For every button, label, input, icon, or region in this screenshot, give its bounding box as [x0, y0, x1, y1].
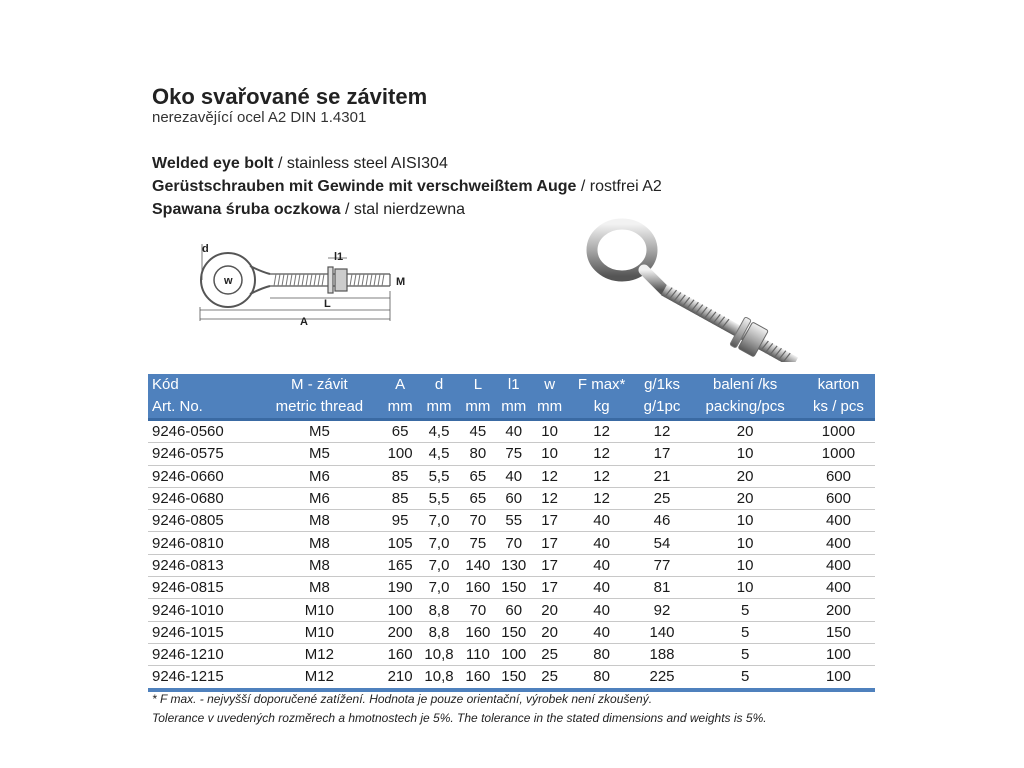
column-header: w [532, 374, 568, 396]
column-header: g/1ks [636, 374, 689, 396]
table-cell: 600 [802, 465, 875, 487]
table-cell: M6 [257, 487, 383, 509]
table-cell: 9246-0815 [148, 577, 257, 599]
column-header: ks / pcs [802, 396, 875, 420]
label-m: M [396, 276, 406, 288]
table-cell: 20 [688, 487, 802, 509]
table-cell: 225 [636, 666, 689, 690]
name-en: Welded eye bolt / stainless steel AISI304 [152, 155, 448, 172]
table-cell: 400 [802, 554, 875, 576]
table-cell: M8 [257, 532, 383, 554]
column-header: kg [568, 396, 636, 420]
table-cell: 85 [382, 465, 418, 487]
table-cell: 12 [568, 487, 636, 509]
table-cell: 10 [688, 577, 802, 599]
column-header: balení /ks [688, 374, 802, 396]
table-cell: 9246-0813 [148, 554, 257, 576]
label-l1: l1 [334, 251, 344, 263]
column-header: mm [496, 396, 532, 420]
table-cell: 9246-0575 [148, 443, 257, 465]
column-header: packing/pcs [688, 396, 802, 420]
table-cell: 12 [532, 465, 568, 487]
table-cell: 210 [382, 666, 418, 690]
table-cell: 100 [802, 666, 875, 690]
table-cell: 21 [636, 465, 689, 487]
table-cell: 140 [460, 554, 496, 576]
table-cell: 12 [636, 420, 689, 443]
table-cell: 54 [636, 532, 689, 554]
table-cell: 7,0 [418, 532, 460, 554]
table-cell: 17 [532, 532, 568, 554]
table-cell: 8,8 [418, 599, 460, 621]
table-cell: 55 [496, 510, 532, 532]
table-cell: M5 [257, 443, 383, 465]
table-cell: 5 [688, 643, 802, 665]
table-cell: 70 [460, 510, 496, 532]
specs-table [148, 374, 875, 692]
table-cell: 100 [382, 443, 418, 465]
table-cell: 140 [636, 621, 689, 643]
table-cell: 81 [636, 577, 689, 599]
table-cell: 100 [496, 643, 532, 665]
column-header: mm [382, 396, 418, 420]
table-cell: 92 [636, 599, 689, 621]
table-cell: 40 [568, 577, 636, 599]
table-row [148, 643, 875, 665]
table-cell: 105 [382, 532, 418, 554]
table-cell: 190 [382, 577, 418, 599]
table-cell: 10 [532, 443, 568, 465]
product-title: Oko svařované se závitem [152, 84, 428, 109]
table-cell: 80 [460, 443, 496, 465]
table-cell: 12 [568, 465, 636, 487]
table-body [148, 420, 875, 690]
table-row [148, 577, 875, 599]
table-cell: 1000 [802, 443, 875, 465]
table-cell: 9246-1215 [148, 666, 257, 690]
table-cell: 25 [636, 487, 689, 509]
table-cell: 160 [382, 643, 418, 665]
header-row [148, 374, 875, 396]
table-cell: 9246-0810 [148, 532, 257, 554]
table-cell: 12 [568, 420, 636, 443]
table-row [148, 420, 875, 443]
column-header: mm [418, 396, 460, 420]
table-cell: 75 [496, 443, 532, 465]
header-row-units [148, 396, 875, 420]
table-cell: 70 [496, 532, 532, 554]
table-cell: 17 [532, 577, 568, 599]
table-cell: 5 [688, 621, 802, 643]
column-header: M - závit [257, 374, 383, 396]
table-cell: 150 [496, 577, 532, 599]
table-cell: 150 [496, 621, 532, 643]
table-cell: 5,5 [418, 465, 460, 487]
table-cell: 9246-0680 [148, 487, 257, 509]
table-cell: 1000 [802, 420, 875, 443]
table-cell: 80 [568, 643, 636, 665]
table-row [148, 487, 875, 509]
label-A: A [300, 316, 308, 328]
table-cell: 65 [382, 420, 418, 443]
table-row [148, 599, 875, 621]
column-header: d [418, 374, 460, 396]
product-names [152, 152, 662, 221]
table-cell: 400 [802, 577, 875, 599]
column-header: metric thread [257, 396, 383, 420]
column-header: L [460, 374, 496, 396]
table-cell: 5,5 [418, 487, 460, 509]
table-cell: 8,8 [418, 621, 460, 643]
table-cell: 10,8 [418, 666, 460, 690]
table-cell: 40 [496, 420, 532, 443]
table-cell: 9246-0805 [148, 510, 257, 532]
table-cell: 17 [636, 443, 689, 465]
footnote-fmax: * F max. - nejvyšší doporučené zatížení. Hodnota je pouze orientační, výrobek není zkoušený. [152, 692, 653, 706]
table-cell: 45 [460, 420, 496, 443]
table-cell: 12 [568, 443, 636, 465]
table-cell: 10 [532, 420, 568, 443]
table-cell: M8 [257, 510, 383, 532]
table-row [148, 465, 875, 487]
table-cell: 75 [460, 532, 496, 554]
column-header: l1 [496, 374, 532, 396]
table-cell: 10 [688, 510, 802, 532]
table-row [148, 532, 875, 554]
table-cell: 160 [460, 577, 496, 599]
table-cell: 46 [636, 510, 689, 532]
table-cell: 20 [688, 465, 802, 487]
table-cell: 60 [496, 487, 532, 509]
table-cell: 65 [460, 487, 496, 509]
table-cell: 200 [802, 599, 875, 621]
table-cell: 5 [688, 666, 802, 690]
table-cell: 100 [382, 599, 418, 621]
table-cell: 95 [382, 510, 418, 532]
table-cell: 7,0 [418, 554, 460, 576]
table-row [148, 621, 875, 643]
table-cell: 20 [532, 621, 568, 643]
table-cell: M10 [257, 621, 383, 643]
table-cell: 10 [688, 443, 802, 465]
table-cell: 40 [568, 621, 636, 643]
label-d: d [202, 243, 209, 255]
table-cell: 7,0 [418, 577, 460, 599]
table-cell: 150 [496, 666, 532, 690]
table-cell: 7,0 [418, 510, 460, 532]
table-cell: 17 [532, 554, 568, 576]
table-cell: 85 [382, 487, 418, 509]
product-photo [580, 212, 830, 362]
table-row [148, 443, 875, 465]
table-cell: 20 [532, 599, 568, 621]
table-row [148, 666, 875, 690]
table-cell: 130 [496, 554, 532, 576]
table-cell: 4,5 [418, 443, 460, 465]
table-cell: 9246-1010 [148, 599, 257, 621]
table-cell: 77 [636, 554, 689, 576]
column-header: A [382, 374, 418, 396]
table-cell: 200 [382, 621, 418, 643]
table-cell: 4,5 [418, 420, 460, 443]
column-header: Art. No. [148, 396, 257, 420]
table-cell: 65 [460, 465, 496, 487]
table-cell: 40 [568, 532, 636, 554]
table-cell: 600 [802, 487, 875, 509]
table-cell: 9246-1015 [148, 621, 257, 643]
table-cell: 17 [532, 510, 568, 532]
table-cell: 60 [496, 599, 532, 621]
table-cell: M8 [257, 577, 383, 599]
table-cell: 10,8 [418, 643, 460, 665]
column-header: mm [460, 396, 496, 420]
table-cell: M12 [257, 643, 383, 665]
table-cell: 160 [460, 621, 496, 643]
footnote-tolerance: Tolerance v uvedených rozměrech a hmotnostech je 5%. The tolerance in the stated dimensions and weights is 5%. [152, 711, 767, 725]
table-cell: M10 [257, 599, 383, 621]
table-cell: 100 [802, 643, 875, 665]
table-cell: 40 [568, 599, 636, 621]
table-cell: 10 [688, 554, 802, 576]
table-cell: 10 [688, 532, 802, 554]
table-cell: 9246-1210 [148, 643, 257, 665]
table-cell: 110 [460, 643, 496, 665]
table-cell: 25 [532, 643, 568, 665]
table-cell: 40 [496, 465, 532, 487]
column-header: g/1pc [636, 396, 689, 420]
name-de: Gerüstschrauben mit Gewinde mit verschweißtem Auge / rostfrei A2 [152, 178, 662, 195]
table-cell: 9246-0660 [148, 465, 257, 487]
table-cell: 80 [568, 666, 636, 690]
table-cell: M6 [257, 465, 383, 487]
table-cell: M12 [257, 666, 383, 690]
table-cell: 40 [568, 554, 636, 576]
column-header: mm [532, 396, 568, 420]
table-cell: 20 [688, 420, 802, 443]
table-cell: 188 [636, 643, 689, 665]
table-cell: 40 [568, 510, 636, 532]
name-pl: Spawana śruba oczkowa / stal nierdzewna [152, 201, 466, 218]
table-cell: 160 [460, 666, 496, 690]
table-row [148, 510, 875, 532]
table-cell: 400 [802, 532, 875, 554]
table-cell: 400 [802, 510, 875, 532]
table-cell: 12 [532, 487, 568, 509]
table-cell: 165 [382, 554, 418, 576]
table-cell: M5 [257, 420, 383, 443]
table-row [148, 554, 875, 576]
column-header: karton [802, 374, 875, 396]
column-header: Kód [148, 374, 257, 396]
label-w: w [224, 275, 233, 287]
table-cell: 70 [460, 599, 496, 621]
dimension-diagram [190, 236, 415, 331]
table-cell: M8 [257, 554, 383, 576]
table-cell: 5 [688, 599, 802, 621]
column-header: F max* [568, 374, 636, 396]
label-L: L [324, 298, 331, 310]
table-cell: 9246-0560 [148, 420, 257, 443]
table-cell: 150 [802, 621, 875, 643]
product-subtitle: nerezavějící ocel A2 DIN 1.4301 [152, 109, 367, 126]
table-cell: 25 [532, 666, 568, 690]
